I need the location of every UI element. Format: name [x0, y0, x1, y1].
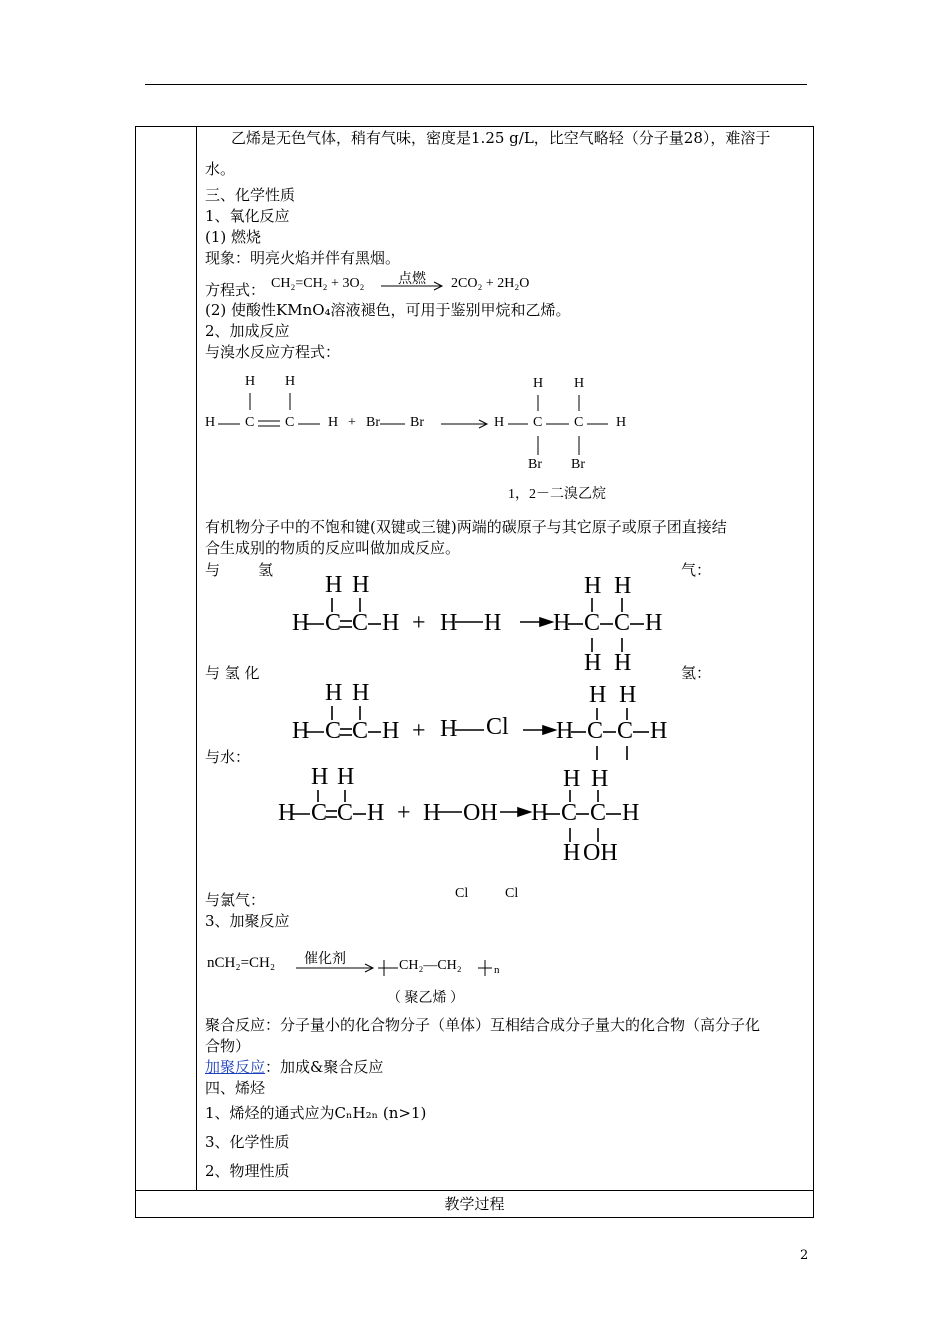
polymer-definition: 合物） [205, 1037, 251, 1055]
poly-monomer: nCH₂=CH₂ [207, 955, 276, 971]
atom-label: Cl [486, 714, 509, 740]
section-heading: 四、烯烃 [205, 1079, 266, 1097]
atom-label: H [285, 374, 296, 389]
atom-label: H [533, 376, 544, 391]
atom-label: C [311, 800, 328, 826]
atom-label: H [574, 376, 585, 391]
label-with: 与 [205, 561, 221, 579]
footer-cell: 教学过程 [444, 1195, 505, 1213]
atom-label: H [352, 680, 370, 706]
text-line: (2) 使酸性KMnO₄溶液褪色，可用于鉴别甲烷和乙烯。 [205, 301, 571, 319]
atom-label: H [325, 680, 343, 706]
atom-label: H [292, 610, 310, 636]
poly-name: （ 聚乙烯 ） [387, 991, 464, 1006]
plus-sign: + [412, 718, 426, 744]
atom-label: H [440, 716, 458, 742]
addition-polymerization-text: ：加成&聚合反应 [265, 1058, 384, 1076]
paragraph-line: 水。 [205, 160, 236, 178]
atom-label: H [650, 718, 668, 744]
combustion-reactants: CH₂=CH₂ + 3O₂ [271, 276, 365, 291]
atom-label: H [245, 374, 256, 389]
atom-label: H [614, 650, 632, 676]
label-hydrogen-end: 氢： [681, 664, 712, 682]
atom-label: H [205, 415, 216, 430]
atom-label: C [617, 718, 634, 744]
atom-label: H [484, 610, 502, 636]
chlorine-atom: Cl [455, 886, 469, 901]
subheading: 1、氧化反应 [205, 207, 290, 225]
atom-label: H [584, 650, 602, 676]
atom-label: C [574, 415, 584, 430]
definition-line: 合生成别的物质的反应叫做加成反应。 [205, 539, 461, 557]
subheading: 2、加成反应 [205, 322, 290, 340]
atom-label: H [382, 718, 400, 744]
poly-n: n [494, 964, 500, 976]
definition-line: 有机物分子中的不饱和键(双键或三键)两端的碳原子与其它原子或原子团直接结 [205, 518, 727, 536]
list-item: 3、化学性质 [205, 1133, 290, 1151]
plus-sign: + [348, 415, 356, 430]
label-hydrogen-chloride: 与 氢 化 [205, 664, 260, 682]
reaction-arrow-head [540, 618, 552, 626]
atom-label: H [556, 718, 574, 744]
atom-label: Br [410, 415, 424, 430]
atom-label: H [616, 415, 627, 430]
atom-label: H [584, 573, 602, 599]
atom-label: OH [583, 840, 618, 866]
atom-label: C [614, 610, 631, 636]
atom-label: H [337, 764, 355, 790]
reaction-arrow-head [543, 726, 555, 734]
subheading: (1) 燃烧 [205, 228, 262, 246]
reaction-arrow-head [518, 808, 530, 816]
atom-label: H [591, 766, 609, 792]
atom-label: H [352, 572, 370, 598]
atom-label: OH [463, 800, 498, 826]
atom-label: C [584, 610, 601, 636]
page-number: 2 [800, 1248, 809, 1263]
atom-label: H [645, 610, 663, 636]
atom-label: H [589, 682, 607, 708]
chlorine-atom: Cl [505, 886, 519, 901]
atom-label: Br [571, 457, 585, 472]
atom-label: H [382, 610, 400, 636]
atom-label: H [553, 610, 571, 636]
atom-label: H [531, 800, 549, 826]
atom-label: C [533, 415, 543, 430]
list-item: 1、烯烃的通式应为CₙH₂ₙ (n>1) [205, 1104, 427, 1122]
subheading: 3、加聚反应 [205, 912, 290, 930]
polymer-definition: 聚合反应：分子量小的化合物分子（单体）互相结合成分子量大的化合物（高分子化 [205, 1016, 761, 1034]
atom-label: Br [366, 415, 380, 430]
atom-label: C [352, 610, 369, 636]
atom-label: H [328, 415, 339, 430]
atom-label: C [325, 610, 342, 636]
atom-label: C [352, 718, 369, 744]
atom-label: C [587, 718, 604, 744]
equation-label: 方程式： [205, 281, 266, 299]
poly-catalyst: 催化剂 [304, 952, 346, 967]
plus-sign: + [412, 610, 426, 636]
atom-label: H [367, 800, 385, 826]
label-hydrogen: 氢 [258, 561, 274, 579]
label-chlorine: 与氯气： [205, 891, 266, 909]
atom-label: H [614, 573, 632, 599]
list-item: 2、物理性质 [205, 1162, 290, 1180]
plus-sign: + [397, 800, 411, 826]
atom-label: H [440, 610, 458, 636]
poly-unit: CH₂—CH₂ [399, 958, 462, 973]
atom-label: H [494, 415, 505, 430]
section-heading: 三、化学性质 [205, 186, 296, 204]
atom-label: H [622, 800, 640, 826]
atom-label: H [563, 840, 581, 866]
atom-label: C [285, 415, 295, 430]
atom-label: C [245, 415, 255, 430]
atom-label: C [590, 800, 607, 826]
atom-label: H [563, 766, 581, 792]
atom-label: H [292, 718, 310, 744]
atom-label: H [423, 800, 441, 826]
label-water: 与水： [205, 748, 251, 766]
atom-label: H [325, 572, 343, 598]
label-gas: 气： [681, 561, 712, 579]
combustion-products: 2CO₂ + 2H₂O [451, 276, 530, 291]
combustion-condition: 点燃 [398, 272, 426, 287]
product-name: 1，2－二溴乙烷 [508, 487, 606, 502]
paragraph-line: 乙烯是无色气体，稍有气味，密度是1.25 g/L，比空气略轻（分子量28），难溶于 [231, 129, 771, 147]
atom-label: Br [528, 457, 542, 472]
atom-label: C [561, 800, 578, 826]
atom-label: C [337, 800, 354, 826]
atom-label: H [278, 800, 296, 826]
atom-label: C [325, 718, 342, 744]
atom-label: H [619, 682, 637, 708]
text-line: 现象：明亮火焰并伴有黑烟。 [205, 249, 401, 267]
atom-label: H [311, 764, 329, 790]
addition-polymerization-link[interactable]: 加聚反应 [205, 1058, 266, 1076]
text-line: 与溴水反应方程式： [205, 343, 341, 361]
